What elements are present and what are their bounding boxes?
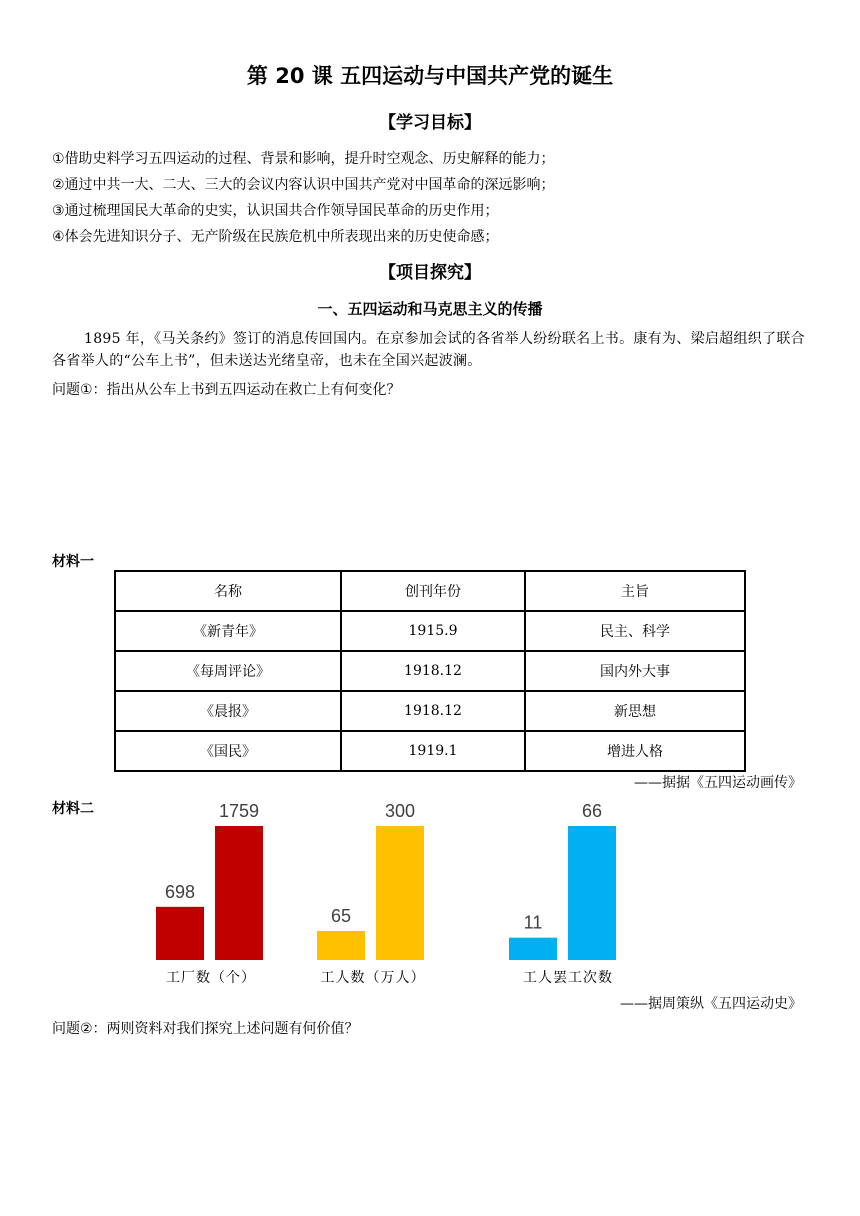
table-cell: 民主、科学 [525, 611, 745, 651]
header-name: 名称 [115, 571, 341, 611]
bar-value-label: 65 [330, 905, 352, 926]
objective-2: ②通过中共一大、二大、三大的会议内容认识中国共产党对中国革命的深远影响； [52, 177, 555, 193]
intro-paragraph: 1895 年，《马关条约》签订的消息传回国内。在京参加会试的各省举人纷纷联名上书。康有为、梁启超组织了联合各省举人的“公车上书”，但未送达光绪皇帝，也未在全国兴起波澜。 [52, 331, 805, 369]
table-cell: 国内外大事 [525, 651, 745, 691]
objectives-heading: 【学习目标】 [379, 113, 481, 133]
project-heading: 【项目探究】 [379, 263, 481, 283]
header-year: 创刊年份 [341, 571, 525, 611]
question-2: 问题②：两则资料对我们探究上述问题有何价值？ [52, 1021, 359, 1037]
table-cell: 新思想 [525, 691, 745, 731]
bar-2-0 [509, 938, 557, 960]
table-cell: 《国民》 [115, 731, 341, 771]
material-1-source: ——据据《五四运动画传》 [634, 775, 802, 791]
bar-1-0 [317, 931, 365, 960]
category-label: 工人数（万人） [320, 970, 426, 986]
table-cell: 增进人格 [525, 731, 745, 771]
bar-value-label: 1759 [218, 801, 260, 821]
bar-1-1 [376, 826, 424, 960]
bar-2-1 [568, 826, 616, 960]
bar-value-label: 698 [164, 881, 196, 902]
section-title: 一、五四运动和马克思主义的传播 [317, 300, 543, 318]
objective-1: ①借助史料学习五四运动的过程、背景和影响，提升时空观念、历史解释的能力； [52, 151, 555, 167]
material-2-label: 材料二 [52, 801, 94, 817]
bar-0-1 [215, 826, 263, 960]
table-cell: 1919.1 [341, 731, 525, 771]
header-purpose: 主旨 [525, 571, 745, 611]
bar-value-label: 66 [581, 801, 603, 821]
table-cell: 1915.9 [341, 611, 525, 651]
category-label: 工厂数（个） [166, 970, 256, 986]
table-cell: 《新青年》 [115, 611, 341, 651]
bar-0-0 [156, 907, 204, 960]
bar-value-label: 300 [384, 801, 416, 821]
table-cell: 1918.12 [341, 691, 525, 731]
question-1: 问题①：指出从公车上书到五四运动在救亡上有何变化？ [52, 382, 401, 398]
objective-4: ④体会先进知识分子、无产阶级在民族危机中所表现出来的历史使命感； [52, 229, 499, 245]
category-label: 工人罢工次数 [523, 970, 613, 986]
table-cell: 《每周评论》 [115, 651, 341, 691]
bar-value-label: 11 [523, 912, 543, 933]
page-title: 第 20 课 五四运动与中国共产党的诞生 [246, 64, 614, 88]
table-cell: 《晨报》 [115, 691, 341, 731]
table-cell: 1918.12 [341, 651, 525, 691]
objective-3: ③通过梳理国民大革命的史实，认识国共合作领导国民革命的历史作用； [52, 203, 499, 219]
material-2-source: ——据周策纵《五四运动史》 [620, 996, 802, 1012]
material-1-label: 材料一 [52, 554, 94, 570]
